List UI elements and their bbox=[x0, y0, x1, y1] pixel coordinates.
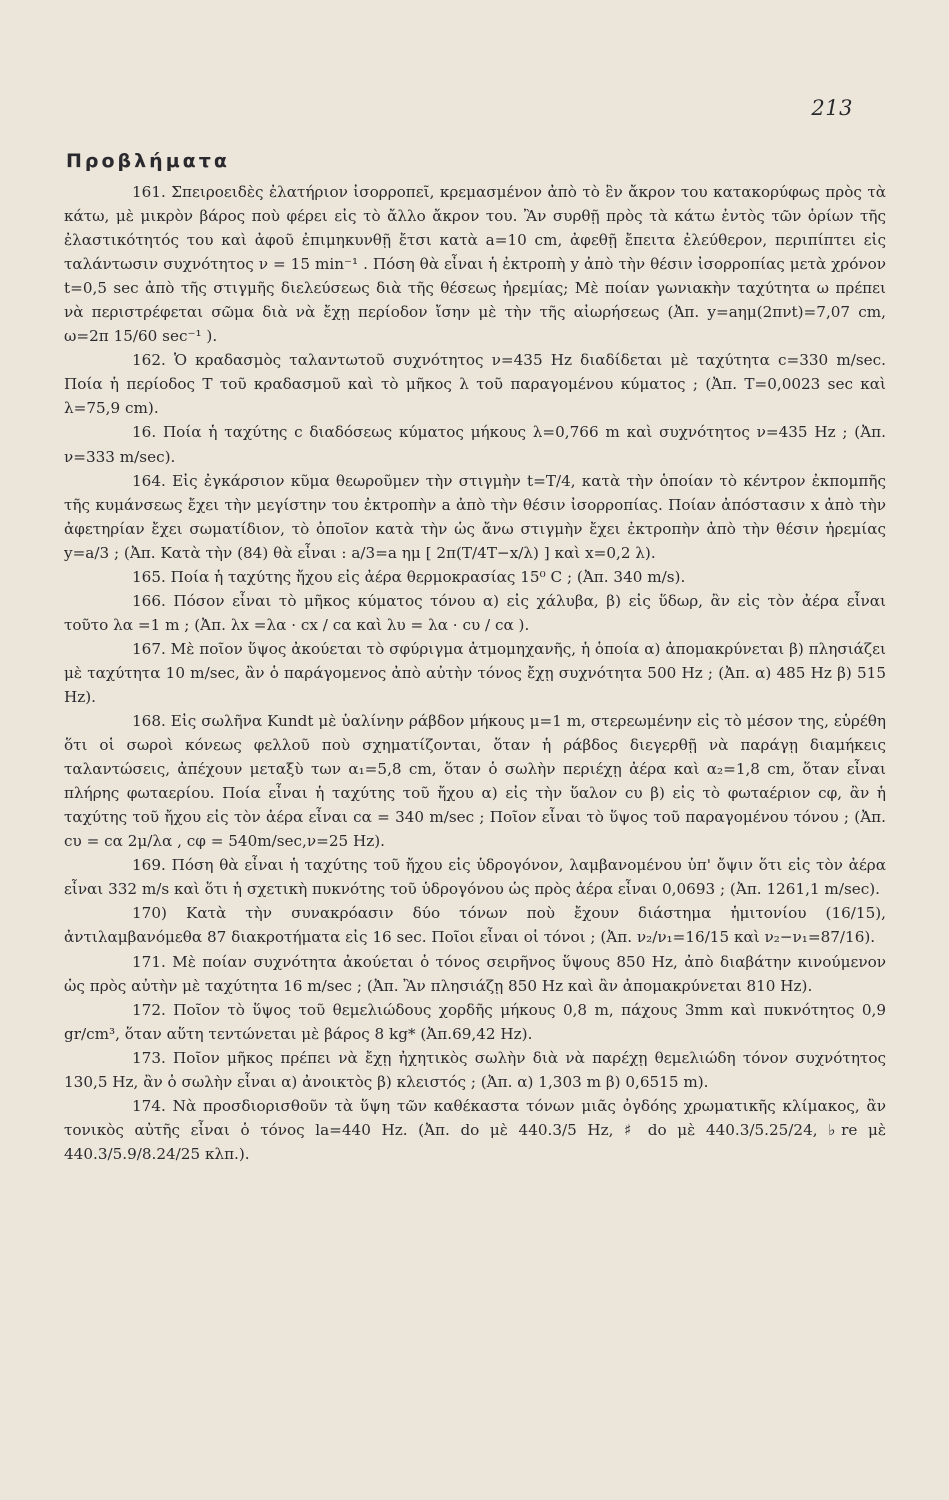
problem-173: 173. Ποῖον μῆκος πρέπει νὰ ἔχῃ ἠχητικὸς σωλὴν διὰ νὰ παρέχῃ θεμελιώδη τόνον συχνότητος 130,5 Hz, ἂν ὁ σωλὴν εἶναι α) ἀνοικτὸς β) κλειστός ; (Ἀπ. α) 1,303 m β) 0,6515 m). bbox=[64, 1048, 886, 1091]
page-number: 213 bbox=[811, 96, 853, 120]
problem-161: 161. Σπειροειδὲς ἐλατήριον ἰσορροπεῖ, κρεμασμένον ἀπὸ τὸ ἓν ἄκρον του κατακορύφως πρὸς τὰ κάτω, μὲ μικρὸν βάρος ποὺ φέρει εἰς τὸ ἄλλο ἄκρον του. Ἂν συρθῇ πρὸς τὰ κάτω ἐντὸς τῶν ὁρίων τῆς ἐλαστικότητός του καὶ ἀφοῦ ἐπιμηκυνθῇ ἔτσι κατὰ a=10 cm, ἀφεθῇ ἔπειτα ἐλεύθερον, περιπίπτει εἰς ταλάντωσιν συχνότητος ν = 15 min⁻¹ . Πόση θὰ εἶναι ἡ ἐκτροπὴ y ἀπὸ τὴν θέσιν ἰσορροπίας μετὰ χρόνον t=0,5 sec ἀπὸ τῆς στιγμῆς διελεύσεως διὰ τῆς θέσεως ἠρεμίας; Μὲ ποίαν γωνιακὴν ταχύτητα ω πρέπει νὰ περιστρέφεται σῶμα διὰ νὰ ἔχῃ περίοδον ἴσην μὲ τὴν τῆς αἰωρήσεως (Ἀπ. y=aημ(2πνt)=7,07 cm, ω=2π 15/60 sec⁻¹ ). bbox=[64, 183, 886, 346]
problem-172: 172. Ποῖον τὸ ὕψος τοῦ θεμελιώδους χορδῆς μήκους 0,8 m, πάχους 3mm καὶ πυκνότητος 0,9 gr/cm³, ὅταν αὕτη τεντώνεται μὲ βάρος 8 kg* (Ἀπ.69,42 Hz). bbox=[64, 1000, 886, 1043]
problem-174: 174. Νὰ προσδιορισθοῦν τὰ ὕψη τῶν καθέκαστα τόνων μιᾶς ὀγδόης χρωματικῆς κλίμακος, ἂν τονικὸς αὐτῆς εἶναι ὁ τόνος la=440 Hz. (Ἀπ. do μὲ 440.3/5 Hz, ♯ do μὲ 440.3/5.25/24, ♭re μὲ 440.3/5.9/8.24/25 κλπ.). bbox=[64, 1096, 886, 1163]
problem-162: 162. Ὁ κραδασμὸς ταλαντωτοῦ συχνότητος ν=435 Hz διαδίδεται μὲ ταχύτητα c=330 m/sec. Ποία ἡ περίοδος T τοῦ κραδασμοῦ καὶ τὸ μῆκος λ τοῦ παραγομένου κύματος ; (Ἀπ. T=0,0023 sec καὶ λ=75,9 cm). bbox=[64, 351, 886, 418]
problem-list bbox=[64, 180, 886, 1166]
problem-171: 171. Μὲ ποίαν συχνότητα ἀκούεται ὁ τόνος σειρῆνος ὕψους 850 Hz, ἀπὸ διαβάτην κινούμενον ὡς πρὸς αὐτὴν μὲ ταχύτητα 16 m/sec ; (Ἀπ. Ἂν πλησιάζῃ 850 Hz καὶ ἂν ἀπομακρύνεται 810 Hz). bbox=[64, 952, 886, 995]
problem-163: 16. Ποία ἡ ταχύτης c διαδόσεως κύματος μήκους λ=0,766 m καὶ συχνότητος ν=435 Hz ; (Ἀπ. ν=333 m/sec). bbox=[64, 423, 886, 466]
problem-170: 170) Κατὰ τὴν συνακρόασιν δύο τόνων ποὺ ἔχουν διάστημα ἡμιτονίου (16/15), ἀντιλαμβανόμεθα 87 διακροτήματα εἰς 16 sec. Ποῖοι εἶναι οἱ τόνοι ; (Ἀπ. ν₂/ν₁=16/15 καὶ ν₂−ν₁=87/16). bbox=[64, 904, 886, 947]
problem-169: 169. Πόση θὰ εἶναι ἡ ταχύτης τοῦ ἤχου εἰς ὑδρογόνον, λαμβανομένου ὑπ' ὄψιν ὅτι εἰς τὸν ἀέρα εἶναι 332 m/s καὶ ὅτι ἡ σχετικὴ πυκνότης τοῦ ὑδρογόνου ὡς πρὸς ἀέρα εἶναι 0,0693 ; (Ἀπ. 1261,1 m/sec). bbox=[64, 856, 886, 899]
problem-165: 165. Ποία ἡ ταχύτης ἤχου εἰς ἀέρα θερμοκρασίας 15⁰ C ; (Ἀπ. 340 m/s). bbox=[132, 567, 686, 586]
problem-167: 167. Μὲ ποῖον ὕψος ἀκούεται τὸ σφύριγμα ἀτμομηχανῆς, ἡ ὁποία α) ἀπομακρύνεται β) πλησιάζει μὲ ταχύτητα 10 m/sec, ἂν ὁ παράγομενος ἀπὸ αὐτὴν τόνος ἔχῃ συχνότητα 500 Hz ; (Ἀπ. α) 485 Hz β) 515 Hz). bbox=[64, 639, 886, 706]
problem-166: 166. Πόσον εἶναι τὸ μῆκος κύματος τόνου α) εἰς χάλυβα, β) εἰς ὕδωρ, ἂν εἰς τὸν ἀέρα εἶναι τοῦτο λα =1 m ; (Ἀπ. λx =λα · cx / cα καὶ λυ = λα · cυ / cα ). bbox=[64, 591, 886, 634]
section-heading: Προβλήματα bbox=[66, 150, 230, 172]
problem-164: 164. Εἰς ἐγκάρσιον κῦμα θεωροῦμεν τὴν στιγμὴν t=T/4, κατὰ τὴν ὁποίαν τὸ κέντρον ἐκπομπῆς τῆς κυμάνσεως ἔχει τὴν μεγίστην του ἐκτροπὴν a ἀπὸ τὴν θέσιν ἰσορροπίας. Ποίαν ἀπόστασιν x ἀπὸ τὴν ἀφετηρίαν ἔχει σωματίδιον, τὸ ὁποῖον κατὰ τὴν ὡς ἄνω στιγμὴν ἔχει ἐκτροπὴν ἀπὸ τὴν θέσιν ἠρεμίας y=a/3 ; (Ἀπ. Κατὰ τὴν (84) θὰ εἶναι : a/3=a ημ [ 2π(T/4T−x/λ) ] καὶ x=0,2 λ). bbox=[64, 471, 886, 562]
problem-168: 168. Εἰς σωλῆνα Kundt μὲ ὑαλίνην ράβδον μήκους μ=1 m, στερεωμένην εἰς τὸ μέσον της, εὑρέθη ὅτι οἱ σωροὶ κόνεως φελλοῦ ποὺ σχηματίζονται, ὅταν ἡ ράβδος διεγερθῇ νὰ παράγῃ διαμήκεις ταλαντώσεις, ἀπέχουν μεταξὺ των α₁=5,8 cm, ὅταν ὁ σωλὴν περιέχῃ ἀέρα καὶ α₂=1,8 cm, ὅταν εἶναι πλήρης φωταερίου. Ποία εἶναι ἡ ταχύτης τοῦ ἤχου α) εἰς τὴν ὕαλον cυ β) εἰς τὸ φωταέριον cφ, ἂν ἡ ταχύτης τοῦ ἤχου εἰς τὸν ἀέρα εἶναι cα = 340 m/sec ; Ποῖον εἶναι τὸ ὕψος τοῦ παραγομένου τόνου ; (Ἀπ. cυ = cα 2μ/λα , cφ = 540m/sec,ν=25 Hz). bbox=[64, 712, 886, 851]
